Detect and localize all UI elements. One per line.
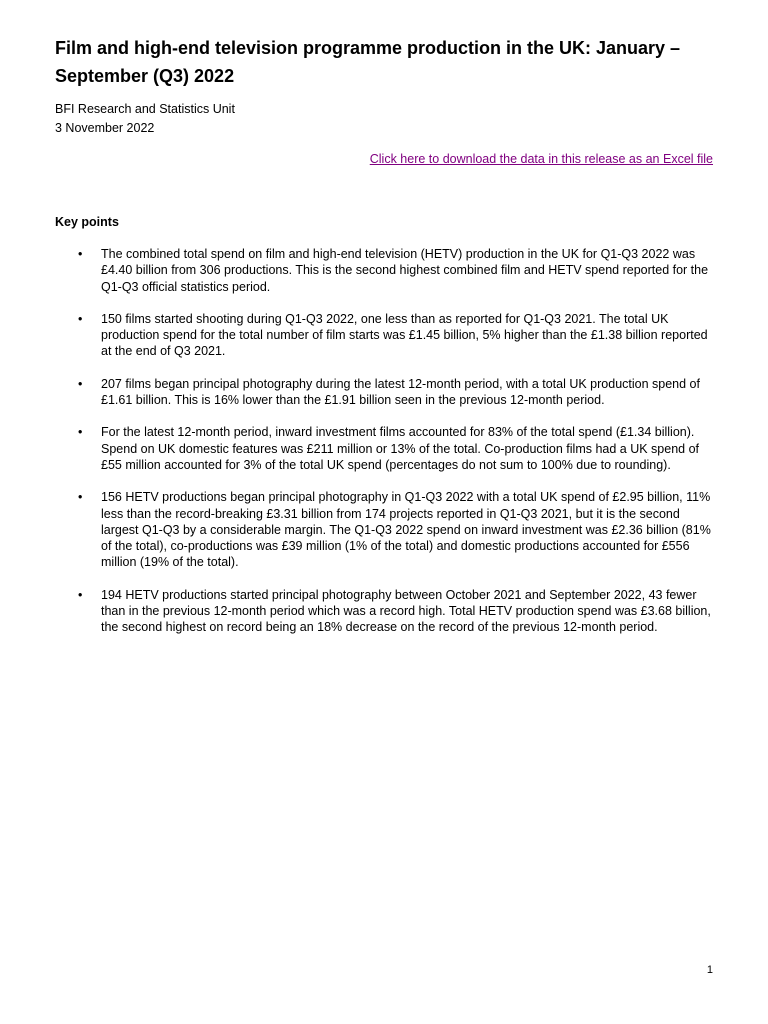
key-point-1 (55, 246, 715, 295)
bullet-icon: • (78, 247, 83, 261)
bullet-icon: • (78, 376, 83, 391)
bullet-icon: • (78, 587, 83, 602)
key-point-2 (55, 311, 715, 360)
publication-date: 3 November 2022 (55, 121, 155, 135)
bullet-icon: • (78, 425, 83, 440)
document-meta (55, 100, 235, 138)
key-point-text: 207 films began principal photography during the latest 12-month period, with a total UK production spend of £1.61 billion. This is 16% lower than the £1.91 billion seen in the previous 12-month period. (101, 376, 700, 408)
author-line: BFI Research and Statistics Unit (55, 102, 235, 116)
key-point-text: 156 HETV productions began principal photography in Q1-Q3 2022 with a total UK spend of £2.95 billion, 11% less than the record-breaking £3.31 billion from 174 projects reported in Q1-Q3 2021, but it is the second largest Q1-Q3 by a considerable margin. The Q1-Q3 2022 spend on inward investment was £2.36 billion (81% of the total), co-productions was £39 million (1% of the total) and domestic productions accounted for £556 million (19% of the total). (101, 490, 711, 570)
key-point-5 (55, 489, 715, 570)
key-point-text: The combined total spend on film and high-end television (HETV) production in the UK for Q1-Q3 2022 was £4.40 billion from 306 productions. This is the second highest combined film and HETV spend reported for the Q1-Q3 official statistics period. (101, 247, 709, 294)
key-point-4 (55, 424, 715, 473)
key-points-list (55, 246, 715, 652)
key-point-6 (55, 587, 715, 636)
key-points-heading: Key points (55, 215, 119, 229)
key-point-text: 194 HETV productions started principal photography between October 2021 and September 2022, 43 fewer than in the previous 12-month period which was a record high. Total HETV production spend was £3.68 billion, the second highest on record being an 18% decrease on the record of the previous 12-month period. (101, 587, 711, 635)
key-point-text: For the latest 12-month period, inward investment films accounted for 83% of the total spend (£1.34 billion). Spend on UK domestic features was £211 million or 13% of the total. Co-production films had a UK spend of £55 million accounted for 3% of the total UK spend (percentages do not sum to 100% due to rounding). (101, 425, 700, 472)
page-title: Film and high-end television programme production in the UK: January – September (Q3) 2022 (55, 38, 681, 86)
key-point-text: 150 films started shooting during Q1-Q3 2022, one less than as reported for Q1-Q3 2021. The total UK production spend for the total number of film starts was £1.45 billion, 5% higher than the £1.38 billion reported at the end of Q3 2021. (101, 311, 708, 359)
bullet-icon: • (78, 490, 83, 505)
page-number: 1 (706, 964, 713, 976)
bullet-icon: • (78, 311, 83, 326)
key-point-3 (55, 376, 715, 409)
download-excel-link[interactable]: Click here to download the data in this release as an Excel file (369, 152, 713, 166)
